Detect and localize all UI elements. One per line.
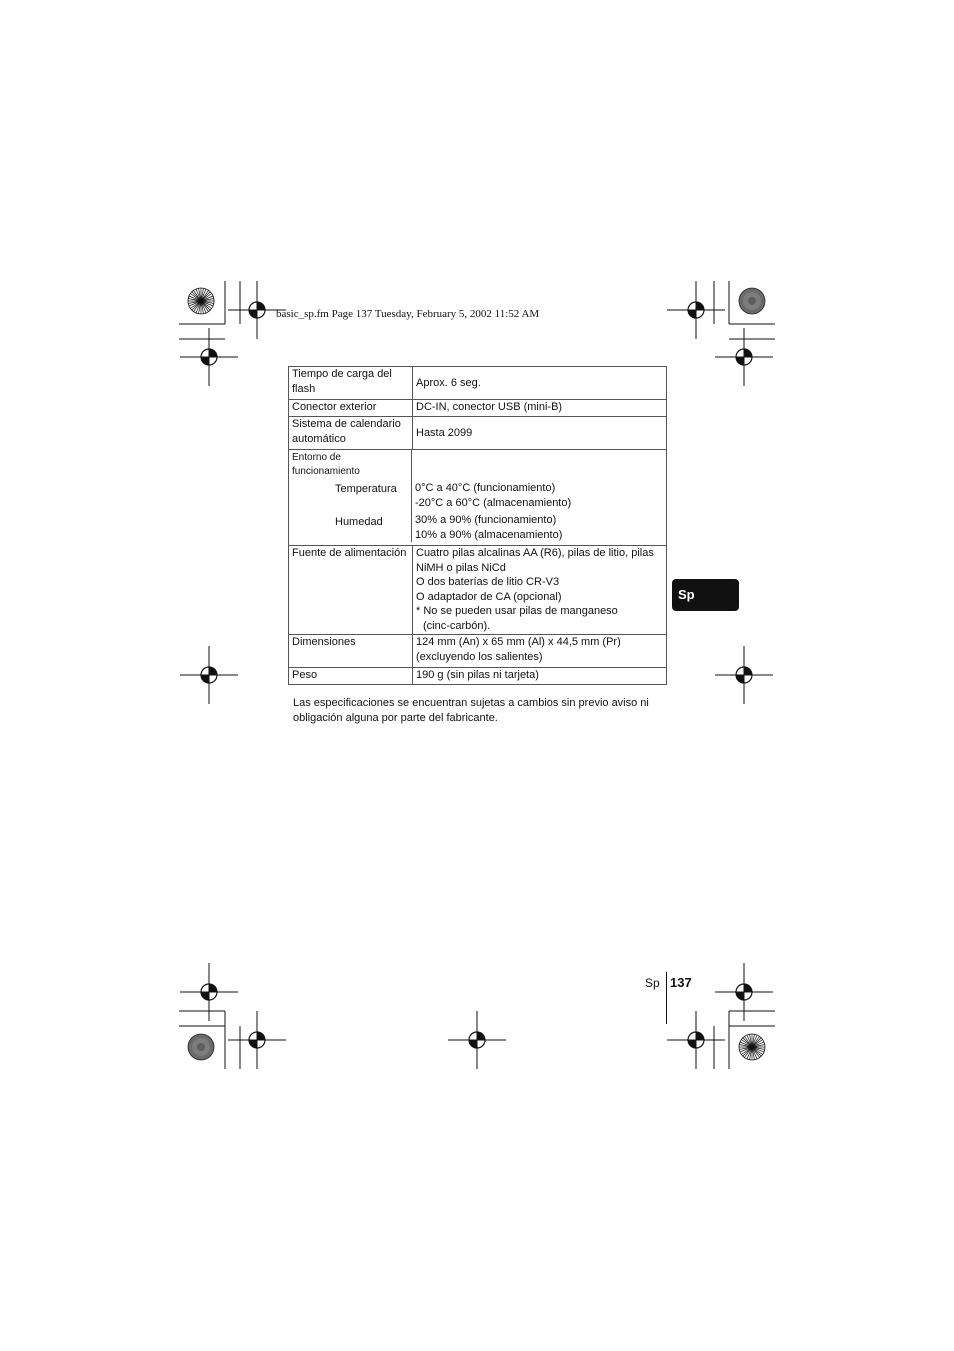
environment-label: Entorno de funcionamiento [292,452,360,477]
table-row [289,635,667,668]
spec-label: Conector exterior [289,400,413,417]
registration-mark-left-middle [180,646,238,704]
table-row [289,668,667,685]
spec-value: 190 g (sin pilas ni tarjeta) [413,668,667,685]
registration-mark-right-lower [715,963,773,1021]
spec-value-dimensions [413,635,667,668]
table-row [289,400,667,417]
specifications-table [288,366,667,685]
spec-label: Fuente de alimentación [289,546,413,635]
spec-label: Sistema de calendario automático [289,417,413,450]
temperature-line-2: -20°C a 60°C (almacenamiento) [415,496,572,509]
grey-target-bottom-left [188,1034,214,1060]
spec-label: Peso [289,668,413,685]
power-line-3: O adaptador de CA (opcional) [416,590,562,603]
registration-mark-right-middle [715,646,773,704]
table-row [289,367,667,400]
power-note-continued: (cinc-carbón). [423,619,491,632]
specifications-footnote: Las especificaciones se encuentran sujetas a cambios sin previo aviso ni obligación alguna por parte del fabricante. [293,697,649,724]
temperature-label: Temperatura [335,483,397,495]
power-note: * No se pueden usar pilas de manganeso [416,605,618,617]
humidity-line-2: 10% a 90% (almacenamiento) [415,528,563,541]
environment-cell [289,450,667,546]
dimensions-line-1: 124 mm (An) x 65 mm (Al) x 44,5 mm (Pr) [416,636,621,648]
temperature-line-1: 0°C a 40°C (funcionamiento) [415,482,556,494]
dimensions-line-2: (excluyendo los salientes) [416,650,543,663]
registration-mark-left-upper [180,328,238,386]
spec-value: DC-IN, conector USB (mini-B) [413,400,667,417]
registration-mark-right-upper [715,328,773,386]
page-number: 137 [670,975,692,990]
print-file-header: basic_sp.fm Page 137 Tuesday, February 5, 2002 11:52 AM [276,308,540,320]
registration-mark-bottom-center [448,1011,506,1069]
humidity-label: Humedad [335,515,383,528]
page-language: Sp [645,976,660,990]
spec-value: Aprox. 6 seg. [413,367,667,400]
grey-target-top-right [739,288,765,314]
spec-value-power [413,546,667,635]
page-number-divider [666,972,667,1024]
star-target-bottom-right [739,1034,765,1060]
language-tab: Sp [672,579,739,611]
table-row [289,417,667,450]
humidity-line-1: 30% a 90% (funcionamiento) [415,514,557,526]
registration-mark-bottom-right [667,1011,725,1069]
registration-mark-bottom-left [228,1011,286,1069]
table-row [289,546,667,635]
power-line-2: O dos baterías de litio CR-V3 [416,576,560,588]
registration-mark-top-right [667,281,725,339]
table-row [289,450,667,546]
star-target-top-left [188,288,214,314]
spec-label: Tiempo de carga del flash [289,367,413,400]
registration-mark-left-lower [180,963,238,1021]
spec-label: Dimensiones [289,635,413,668]
spec-value: Hasta 2099 [413,417,667,450]
power-line-1: Cuatro pilas alcalinas AA (R6), pilas de litio, pilas NiMH o pilas NiCd [416,547,654,574]
